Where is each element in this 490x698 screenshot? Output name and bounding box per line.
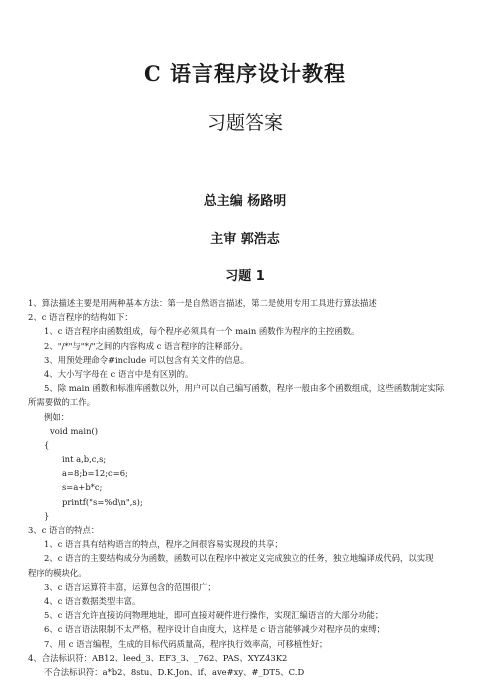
chief-editor: 总主编 杨路明 (203, 194, 287, 209)
text-line: 1、c 语言程序由函数组成，每个程序必须具有一个 main 函数作为程序的主控函数。 (44, 326, 360, 337)
text-line: 1、算法描述主要是用两种基本方法：第一是自然语言描述，第二是使用专用工具进行算法描述 (28, 298, 377, 308)
text-line: 3、c 语言的特点： (28, 525, 100, 535)
text-line: 7、用 c 语言编程，生成的目标代码质量高，程序执行效率高，可移植性好； (44, 638, 328, 649)
text-line: 2、c 语言程序的结构如下： (28, 312, 133, 323)
code-line: s=a+b*c; (62, 482, 103, 493)
text-line: 4、大小写字母在 c 语言中是有区别的。 (44, 368, 194, 379)
code-line: a=8;b=12;c=6; (62, 468, 128, 479)
text-line: 5、c 语言允许直接访问物理地址，即可直接对硬件进行操作，实现汇编语言的大部分功能； (44, 610, 384, 621)
text-line: 所需要做的工作。 (28, 397, 95, 408)
chief-reviewer: 主审 郭浩志 (210, 232, 280, 247)
book-title: C 语言程序设计教程 (143, 61, 347, 86)
code-line: int a,b,c,s; (62, 454, 107, 465)
text-line: 例如： (44, 411, 70, 422)
text-line: 2、"/*"与"*/"之间的内容构成 c 语言程序的注释部分。 (44, 340, 248, 351)
text-line: 6、c 语言语法限制不太严格，程序设计自由度大，这样是 c 语言能够减少对程序员的束缚； (44, 624, 385, 635)
text-line: 3、用预处理命令#include 可以包含有关文件的信息。 (44, 354, 250, 365)
code-line: void main() (50, 425, 99, 436)
text-line: 4、c 语言数据类型丰富。 (44, 595, 141, 606)
answer-body (28, 296, 478, 679)
text-line: 1、c 语言具有结构语言的特点，程序之间很容易实现段的共享； (44, 539, 283, 550)
text-line: 不合法标识符：a*b2、8stu、D.K.Jon、if、ave#xy、#_DT5、C.D (44, 666, 305, 677)
text-line: 3、c 语言运算符丰富，运算包含的范围很广； (44, 581, 216, 592)
text-line: 程序的模块化。 (28, 567, 87, 578)
code-line: { (44, 439, 50, 450)
chapter-heading: 习题 1 (225, 269, 265, 284)
text-line: 4、合法标识符：AB12、leed_3、EF3_3、_762、PAS、XYZ43K2 (28, 652, 288, 663)
code-line: printf("s=%d\n",s); (62, 496, 143, 507)
book-subtitle: 习题答案 (206, 112, 283, 134)
code-line: } (44, 510, 50, 521)
text-line: 2、c 语言的主要结构成分为函数，函数可以在程序中被定义完成独立的任务，独立地编译成代码，以实现 (44, 553, 434, 564)
text-line: 5、除 main 函数和标准库函数以外，用户可以自己编写函数，程序一般由多个函数组成，这些函数制定实际 (44, 383, 445, 394)
